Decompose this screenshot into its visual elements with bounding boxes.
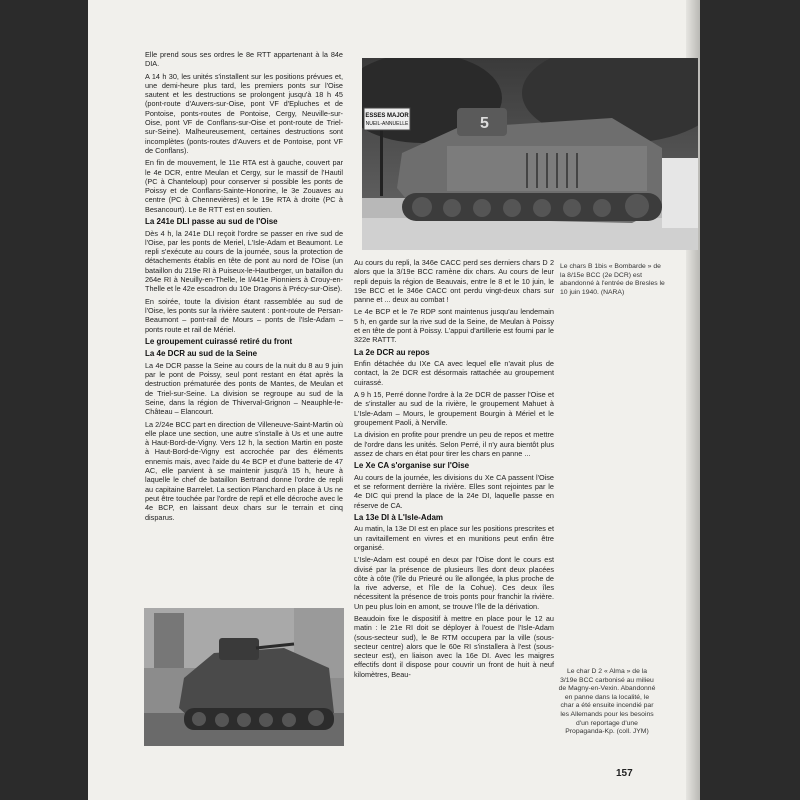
right-paragraph-7: Au matin, la 13e DI est en place sur les positions prescrites et un ravitaillement en vivres et en munitions peut enfin être organisé. [354, 524, 554, 552]
right-text-column [354, 258, 554, 682]
left-paragraph-1: Elle prend sous ses ordres le 8e RTT appartenant à la 84e DIA. [145, 50, 343, 69]
sign-text-2: NUEIL-ANNUELLE [365, 121, 409, 127]
caption-b1bis: Le chars B 1bis « Bombarde » de la 8/15e BCC (2e DCR) est abandonné à l'entrée de Bresles le 10 juin 1940. (NARA) [560, 263, 665, 296]
right-paragraph-6: Au cours de la journée, les divisions du Xe CA passent l'Oise et se reforment derrière la rivière. Elles sont rejointes par le 4e DIC qui prend la place de la 24e DI, laquelle passe en réserve de CA. [354, 472, 554, 510]
heading-13-di: La 13e DI à L'Isle-Adam [354, 512, 444, 522]
right-paragraph-1: Au cours du repli, la 346e CACC perd ses derniers chars D 2 alors que la 3/19e BCC ramène dix chars. Au cours de leur repli depuis la région de Beauvais, entre le 8 et le 10 juin, le 19e BCC et le 346e CACC ont perdu vingt-deux chars sur panne et ... deux au combat ! [354, 258, 554, 305]
photo-b1bis-drawing [362, 58, 698, 250]
left-paragraph-5: En soirée, toute la division étant rassemblée au sud de l'Oise, les ponts sur la rivière sautent : pont-route de Persan-Beaumont – pont-rail de Mours – ponts de l'Isle-Adam – ponts route et rail de Mériel. [145, 296, 343, 334]
heading-x-ca: Le Xe CA s'organise sur l'Oise [354, 461, 470, 471]
sign-text-1: ESSES MAJOR [365, 113, 409, 119]
right-paragraph-3: Enfin détachée du IXe CA avec lequel elle n'avait plus de contact, la 2e DCR est désormais rattachée au groupement cuirassé. [354, 359, 554, 387]
photo-d2-drawing [144, 608, 344, 746]
heading-4-dcr: La 4e DCR au sud de la Seine [145, 349, 258, 359]
left-paragraph-6: La 4e DCR passe la Seine au cours de la nuit du 8 au 9 juin par le pont de Poissy, seul pont restant en état après la destruction prématurée des ponts de Mantes, de Meulan et de Triel-sur-Seine. La division se regroupe au sud de la Seine, dans la région de Thiverval-Grignon – Neauphle-le-Château – Elancourt. [145, 360, 343, 417]
heading-2-dcr: La 2e DCR au repos [354, 347, 430, 357]
left-paragraph-4: Dès 4 h, la 241e DLI reçoit l'ordre se passer en rive sud de l'Oise, par les ponts de Meriel, L'Isle-Adam et Beaumont. Le repli s'exécute au cours de la journée, sous la protection de détachements établis en tête de pont au nord de l'Oise (un bataillon du 219e RI à Puiseux-le-Hautberger, un bataillon du 264e RI à Neuilly-en-Thelle, le I/441e Pionniers à Crouy-en-Thelle et le 42e escadron du 10e Dragons à Précy-sur-Oise). [145, 228, 343, 294]
right-paragraph-5: La division en profite pour prendre un peu de repos et mettre de l'ordre dans les unités. Selon Perré, il n'y aura bientôt plus assez de chars en état pour tirer les chars en panne ... [354, 430, 554, 458]
book-page [88, 0, 700, 800]
right-paragraph-2: Le 4e BCP et le 7e RDP sont maintenus jusqu'au lendemain 5 h, en garde sur la rive sud de la Seine, de Meulan à Poissy et en tête de pont à Poissy. L'appui d'artillerie est fourni par le 322e RATTT. [354, 307, 554, 345]
page-number: 157 [616, 768, 633, 779]
heading-241-dli: La 241e DLI passe au sud de l'Oise [145, 217, 278, 227]
left-text-column [145, 50, 343, 525]
right-paragraph-4: A 9 h 15, Perré donne l'ordre à la 2e DCR de passer l'Oise et de s'installer au sud de la rivière, le groupement Mahuet à L'Isle-Adam – Mours, le groupement Bourgin à Mériel et le groupement Paoli, à Nerville. [354, 390, 554, 427]
left-paragraph-2: A 14 h 30, les unités s'installent sur les positions prévues et, une demi-heure plus tard, les premiers ponts sur l'Oise sautent et les destructions se prolongent jusqu'à 18 h 45 (pont-route d'Auvers-sur-Oise, pont VF d'Epluches et de Pontoise, ponts-routes de Pontoise, Cergy, Neuville-sur-Oise, pont VF de Conflans-sur-Oise et pont-route de Triel-sur-Seine). Malheureusement, certaines destructions sont incomplètes (ponts-routes d'Auvers et de Pontoise, pont VF de Conflans). [145, 71, 343, 155]
tank-photo-d2 [144, 608, 344, 746]
right-paragraph-9: Beaudoin fixe le dispositif à mettre en place pour le 12 au matin : le 21e RI doit se déployer à l'ouest de l'Isle-Adam (sous-secteur sud), le 8e RTM occupera par la ville (sous-secteur centre) alors que le 60e RI s'installera à l'est (sous-secteur est), en liaison avec la 16e DI. Avec les maigres effectifs dont il dispose pour couvrir un front de huit à neuf kilomètres, Beau- [354, 614, 554, 679]
left-paragraph-3: En fin de mouvement, le 11e RTA est à gauche, couvert par le 4e DCR, entre Meulan et Cergy, sur le massif de l'Hautil (PC à Chanteloup) pour conserver si possible les ponts de Poissy et de Conflans-Sainte-Honorine, le 3e Zouaves au centre (PC à Chennevières) et le 19e RTA à droite (PC à Besancourt). Le 8e RTT est en soutien. [145, 158, 343, 214]
svg-text:5: 5 [480, 115, 489, 132]
heading-groupement-cuirasse: Le groupement cuirassé retiré du front [145, 336, 293, 346]
tank-photo-b1bis [362, 58, 698, 250]
left-paragraph-7: La 2/24e BCC part en direction de Villeneuve-Saint-Martin où elle place une section, une autre s'installe à Us et une autre à Haut-Bord-de-Vigny. Vers 12 h, la section Martin en poste à Haut-Bord-de-Vigny est accrochée par des éléments ennemis mais, avec l'aide du 4e BCP et d'une batterie de 47 AC, elle parvient à se maintenir jusqu'à 15 h, heure à laquelle le chef de bataillon Bertrand donne l'ordre de repli au capitaine Barrelet. La section Planchard en place à Us ne peut être touchée par l'ordre de repli et elle décroche avec le 4e BCP, en laissant deux chars sur le terrain et cinq disparus. [145, 419, 343, 522]
caption-d2: Le char D 2 « Alma » de la 3/19e BCC carbonisé au milieu de Magny-en-Vexin. Abandonné en panne dans la localité, le char a été ensuite incendié par les Allemands pour les besoins d'un reportage d'une Propaganda-Kp. (coll. JYM) [558, 668, 656, 736]
right-paragraph-8: L'Isle-Adam est coupé en deux par l'Oise dont le cours est divisé par la présence de plusieurs îles dont deux placées côte à côte (l'île du Prieuré ou île allongée, la plus proche de la rive adverse, et l'île de la Cohue). Ces deux îles nécessitent la présence de trois ponts pour franchir la rivière. Un peu plus loin en amont, se trouve l'île de la dérivation. [354, 555, 554, 611]
